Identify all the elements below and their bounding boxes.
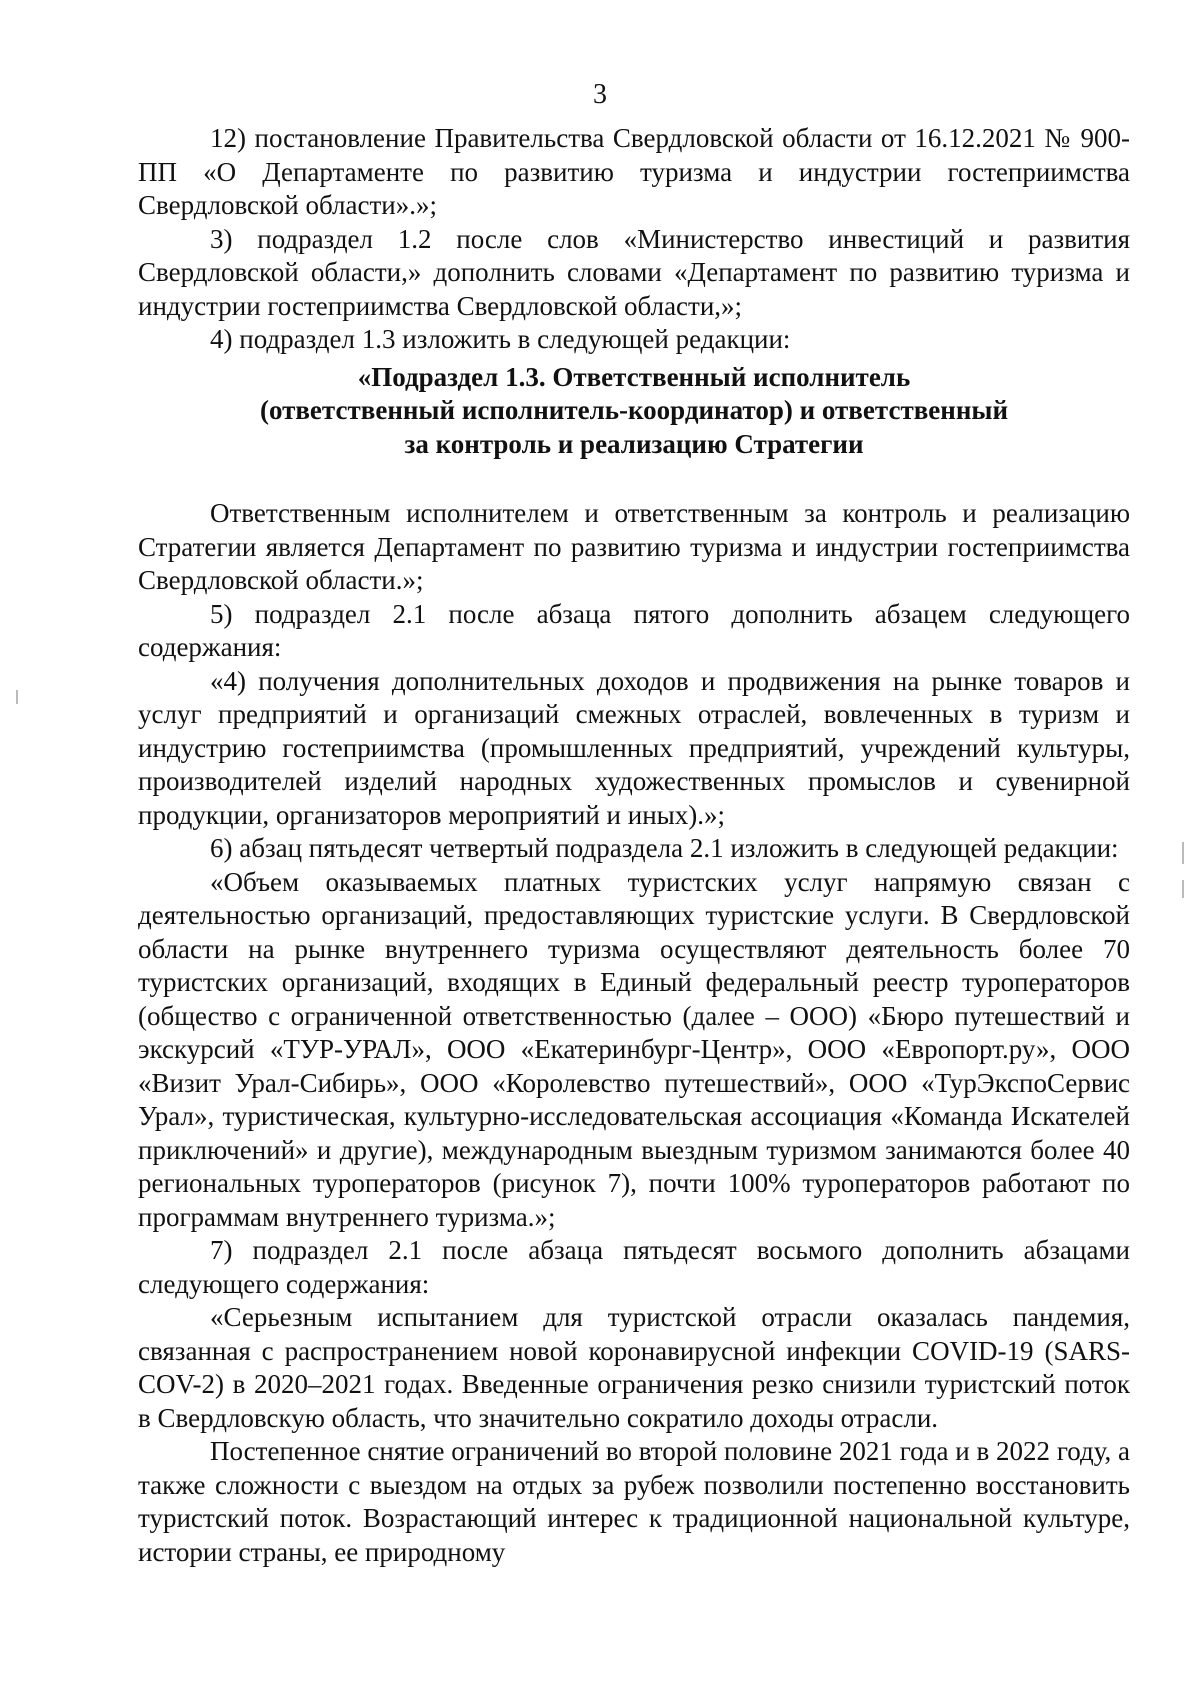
- paragraph: 3) подраздел 1.2 после слов «Министерство инвестиций и развития Свердловской области,» дополнить словами «Департамент по развитию туризма и индустрии гостеприимства Свердловской области,»;: [138, 223, 1130, 321]
- section-heading-line: (ответственный исполнитель-координатор) и ответственный: [259, 395, 1009, 425]
- paragraph: Ответственным исполнителем и ответственным за контроль и реализацию Стратегии является Департамент по развитию туризма и индустрии гостеприимства Свердловской области.»;: [138, 498, 1130, 595]
- spacer: [138, 461, 1130, 497]
- section-heading-line: за контроль и реализацию Стратегии: [404, 428, 864, 459]
- paragraph: Постепенное снятие ограничений во второй половине 2021 года и в 2022 году, а также сложности с выездом на отдых за рубеж позволили постепенно восстановить туристский поток. Возрастающий интерес к традиционной национальной культуре, истории страны, ее природному: [138, 1436, 1130, 1567]
- scan-artifact: [1182, 880, 1184, 898]
- scan-artifact: [16, 690, 18, 704]
- page-number: 3: [593, 79, 607, 110]
- paragraph: «4) получения дополнительных доходов и продвижения на рынке товаров и услуг предприятий и организаций смежных отраслей, вовлеченных в туризм и индустрию гостеприимства (промышленных предприятий, учреждений культуры, производителей изделий народных художественных промыслов и сувенирной продукции, организаторов мероприятий и иных).»;: [138, 665, 1130, 830]
- section-heading-line: «Подраздел 1.3. Ответственный исполнитель: [357, 361, 911, 392]
- section-heading: [138, 361, 1130, 462]
- paragraph: «Серьезным испытанием для туристской отрасли оказалась пандемия, связанная с распространением новой коронавирусной инфекции COVID-19 (SARS-COV-2) в 2020–2021 годах. Введенные ограничения резко снизили туристский поток в Свердловскую область, что значительно сократило доходы отрасли.: [138, 1302, 1130, 1433]
- paragraph: 6) абзац пятьдесят четвертый подраздела 2.1 изложить в следующей редакции:: [210, 833, 1119, 863]
- paragraph: «Объем оказываемых платных туристских услуг напрямую связан с деятельностью организаций, предоставляющих туристские услуги. В Свердловской области на рынке внутреннего туризма осуществляют деятельность более 70 туристских организаций, входящих в Единый федеральный реестр туроператоров (общество с ограниченной ответственностью (далее – ООО) «Бюро путешествий и экскурсий «ТУР-УРАЛ», ООО «Екатеринбург-Центр», ООО «Европорт.ру», ООО «Визит Урал-Сибирь», ООО «Королевство путешествий», ООО «ТурЭкспоСервис Урал», туристическая, культурно-исследовательская ассоциация «Команда Искателей приключений» и другие), международным выездным туризмом занимаются более 40 региональных туроператоров (рисунок 7), почти 100% туроператоров работают по программам внутреннего туризма.»;: [138, 866, 1130, 1232]
- paragraph: 7) подраздел 2.1 после абзаца пятьдесят восьмого дополнить абзацами следующего содержания:: [138, 1235, 1130, 1299]
- scan-artifact: [1182, 842, 1184, 864]
- document-body: [138, 122, 1130, 1569]
- paragraph: 12) постановление Правительства Свердловской области от 16.12.2021 № 900-ПП «О Департаменте по развитию туризма и индустрии гостеприимства Свердловской области».»;: [138, 123, 1130, 220]
- paragraph: 4) подраздел 1.3 изложить в следующей редакции:: [210, 324, 791, 354]
- paragraph: 5) подраздел 2.1 после абзаца пятого дополнить абзацем следующего содержания:: [138, 598, 1130, 662]
